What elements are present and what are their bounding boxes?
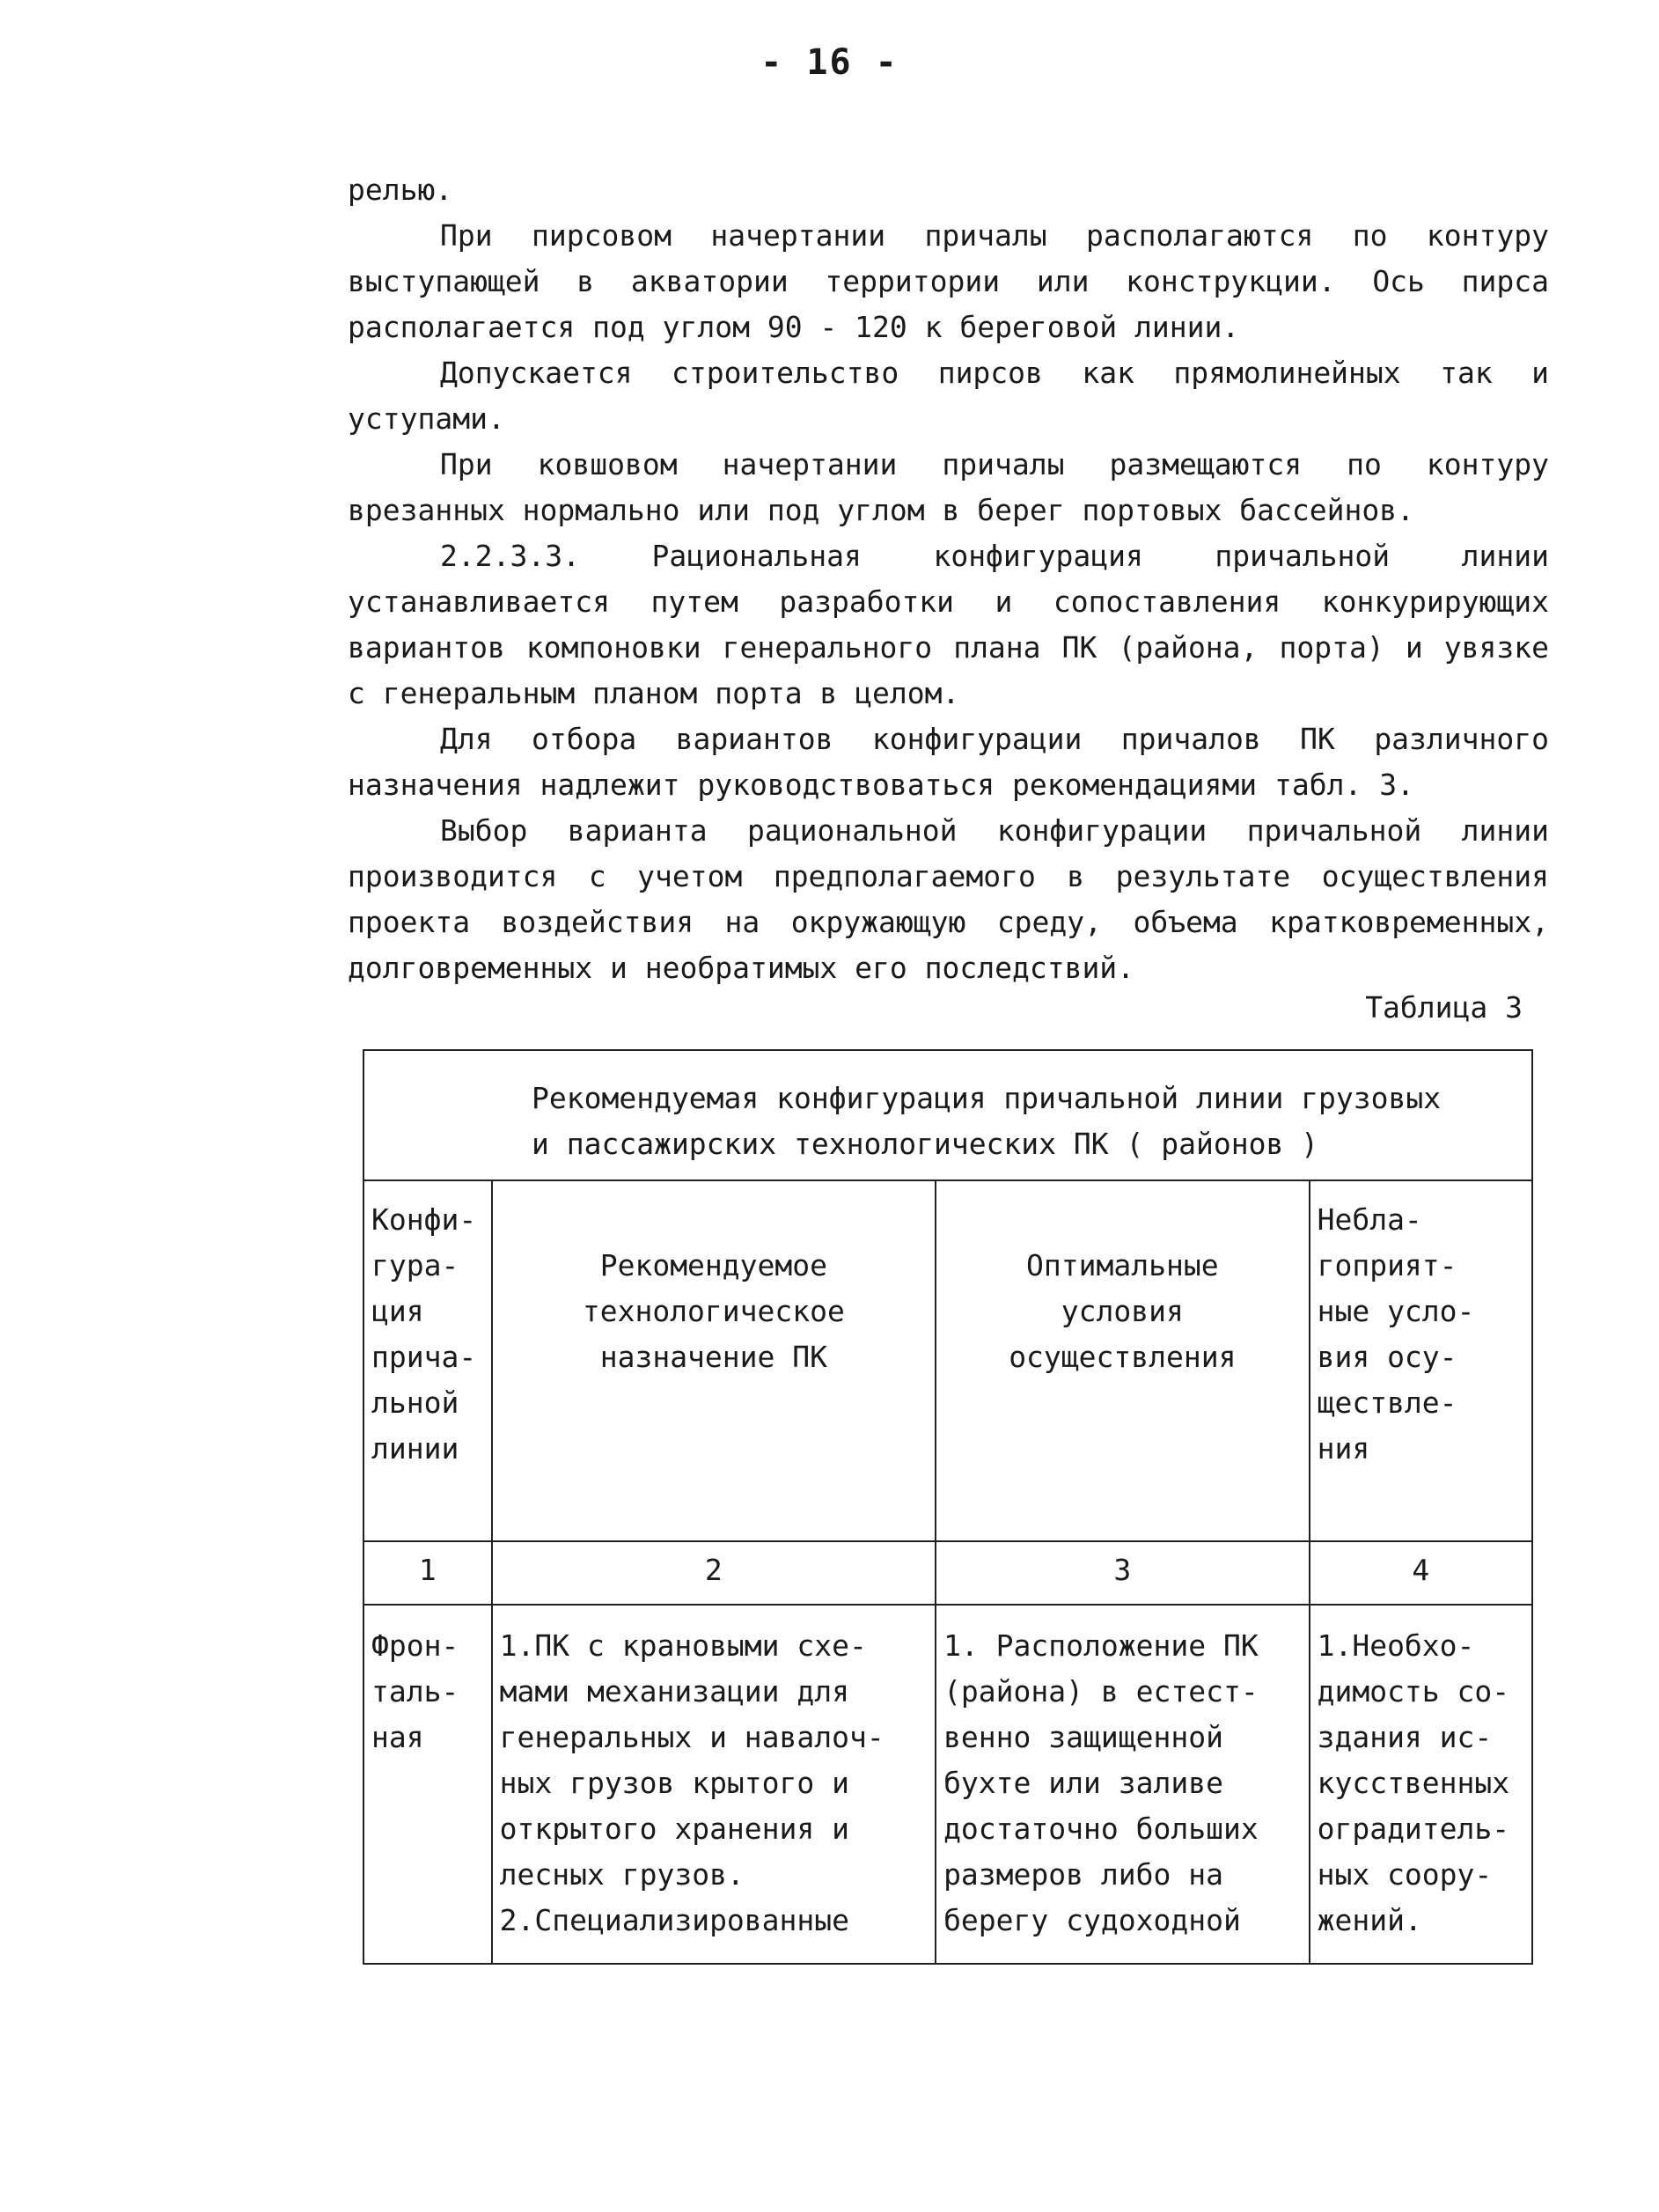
cell-unfavorable-conditions [1310, 1605, 1532, 1964]
cell-line: открытого хранения и [499, 1811, 850, 1846]
table-header-row [363, 1180, 1532, 1541]
header-line: гоприят- [1317, 1248, 1457, 1282]
header-line: ция [371, 1294, 424, 1328]
cell-line: 1.Необхо- [1317, 1628, 1475, 1663]
header-unfavorable-conditions [1310, 1180, 1532, 1541]
page-number: - 16 - [760, 42, 899, 83]
header-line: Рекомендуемое [599, 1248, 827, 1282]
column-number: 2 [492, 1541, 936, 1605]
column-number: 4 [1310, 1541, 1532, 1605]
table-title [363, 1050, 1532, 1180]
paragraph: 2.2.3.3. Рациональная конфигурация причальной линии устанавливается путем разработки и сопоставления конкурирующих вариантов компоновки генерального плана ПК (района, порта) и увязке с генеральным планом порта в целом. [348, 539, 1549, 710]
header-line: технологическое [582, 1294, 845, 1328]
cell-line: Фрон- [371, 1628, 459, 1663]
cell-purpose [492, 1605, 936, 1964]
cell-line: размеров либо на [943, 1857, 1223, 1892]
paragraph: При пирсовом начертании причалы располагаются по контуру выступающей в акватории территории или конструкции. Ось пирса располагается под углом 90 - 120 к береговой линии. [348, 218, 1549, 344]
header-line: Небла- [1317, 1202, 1422, 1237]
table-caption: Таблица 3 [1365, 990, 1523, 1025]
cell-line: 1.ПК с крановыми схе- [499, 1628, 867, 1663]
cell-line: ная [371, 1720, 424, 1754]
header-optimal-conditions [936, 1180, 1310, 1541]
header-line: льной [371, 1385, 459, 1420]
cell-line: ных грузов крытого и [499, 1766, 850, 1800]
body-text [348, 167, 1549, 991]
cell-line: берегу судоходной [943, 1903, 1241, 1937]
cell-line: димость со- [1317, 1674, 1510, 1709]
paragraph: релью. [348, 173, 453, 207]
header-line: Оптимальные [1026, 1248, 1219, 1282]
cell-line: лесных грузов. [499, 1857, 745, 1892]
table-title-row [363, 1050, 1532, 1180]
cell-line: достаточно больших [943, 1811, 1259, 1846]
table-title-line: Рекомендуемая конфигурация причальной линии грузовых [532, 1081, 1442, 1115]
cell-optimal-conditions [936, 1605, 1310, 1964]
cell-line: бухте или заливе [943, 1766, 1223, 1800]
header-line: ные усло- [1317, 1294, 1475, 1328]
header-line: вия осу- [1317, 1340, 1457, 1374]
table-row [363, 1605, 1532, 1964]
recommendation-table [363, 1049, 1533, 1965]
header-line: ществле- [1317, 1385, 1457, 1420]
header-purpose [492, 1180, 936, 1541]
cell-line: 2.Специализированные [499, 1903, 850, 1937]
cell-line: ных соору- [1317, 1857, 1493, 1892]
table-number-row [363, 1541, 1532, 1605]
cell-configuration [363, 1605, 492, 1964]
header-line: осуществления [1009, 1340, 1237, 1374]
cell-line: оградитель- [1317, 1811, 1510, 1846]
column-number: 3 [936, 1541, 1310, 1605]
paragraph: Для отбора вариантов конфигурации причалов ПК различного назначения надлежит руководствоваться рекомендациями табл. 3. [348, 722, 1549, 802]
cell-line: венно защищенной [943, 1720, 1223, 1754]
paragraph: При ковшовом начертании причалы размещаются по контуру врезанных нормально или под углом в берег портовых бассейнов. [348, 447, 1549, 527]
paragraph: Выбор варианта рациональной конфигурации причальной линии производится с учетом предполагаемого в результате осуществления проекта воздействия на окружающую среду, объема кратковременных, долговременных и необратимых его последствий. [348, 813, 1549, 985]
cell-line: (района) в естест- [943, 1674, 1259, 1709]
cell-line: жений. [1317, 1903, 1422, 1937]
header-line: прича- [371, 1340, 477, 1374]
header-line: назначение ПК [599, 1340, 827, 1374]
cell-line: 1. Расположение ПК [943, 1628, 1259, 1663]
cell-line: здания ис- [1317, 1720, 1493, 1754]
column-number: 1 [363, 1541, 492, 1605]
cell-line: кусственных [1317, 1766, 1510, 1800]
cell-line: генеральных и навалоч- [499, 1720, 885, 1754]
cell-line: мами механизации для [499, 1674, 850, 1709]
paragraph: Допускается строительство пирсов как прямолинейных так и уступами. [348, 356, 1549, 436]
cell-line: таль- [371, 1674, 459, 1709]
header-line: гура- [371, 1248, 459, 1282]
header-line: Конфи- [371, 1202, 477, 1237]
header-configuration [363, 1180, 492, 1541]
header-line: условия [1061, 1294, 1184, 1328]
header-line: линии [371, 1431, 459, 1466]
header-line: ния [1317, 1431, 1370, 1466]
table-title-line: и пассажирских технологических ПК ( районов ) [532, 1127, 1319, 1161]
